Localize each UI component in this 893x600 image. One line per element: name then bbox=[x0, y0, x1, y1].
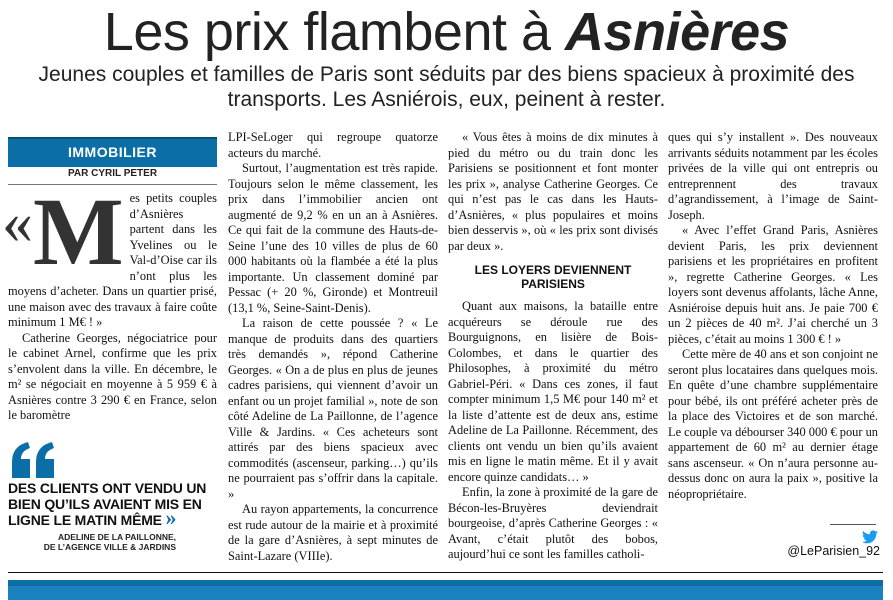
twitter-icon bbox=[862, 530, 878, 544]
paragraph: es petits couples d’Asnières partent dans les Yvelines ou le Val-d’Oise car ils n’ont plus les moyens d’acheter. Dans un quartier prisé, une maison avec des travaux à faire coûte minimum 1 M€ ! » bbox=[8, 191, 217, 329]
paragraph: « Avec l’effet Grand Paris, Asnières devient Paris, les prix deviennent parisiens et les propriétaires en profitent », regrette Catherine Georges. « Les loyers sont devenus affolants, lâche Anne, Asniéroise depuis huit ans. Je paie 700 € un 2 pièces de 40 m². J’ai cherché un 3 pièces, c’était au moins 1 300 € ! » bbox=[668, 223, 878, 346]
drop-cap bbox=[2, 178, 124, 285]
paragraph: Surtout, l’augmentation est très rapide. Toujours selon le même classement, les prix dans l’immobilier ancien ont augmenté de 9,2 % en un an à Asnières. Ce qui fait de la commune des Hauts-de-Seine l’une des 10 villes de plus de 60 000 habitants où la flambée a été la plus importante. Un classement dominé par Pessac (+ 20 %, Gironde) et Montreuil (13,1 %, Seine-Saint-Denis). bbox=[228, 161, 438, 315]
footer-divider bbox=[8, 572, 883, 573]
paragraph: ques qui s’y installent ». Des nouveaux arrivants séduits notamment par les écoles privées de la ville qui ont entrepris ou entreprennent des travaux d’agrandissement, à l’image de Saint-Joseph. bbox=[668, 130, 878, 222]
paragraph: Enfin, la zone à proximité de la gare de Bécon-les-Bruyères deviendrait bourgeoise, d’après Catherine Georges : « Avant, c’était plutôt des bobos, aujourd’hui ce sont les familles catholi- bbox=[448, 485, 658, 561]
pull-quote-close: » bbox=[165, 505, 177, 530]
paragraph: LPI-SeLoger qui regroupe quatorze acteurs du marché. bbox=[228, 130, 438, 160]
quote-icon bbox=[10, 440, 58, 480]
footer-band-inner bbox=[8, 586, 883, 600]
drop-cap-letter: M bbox=[33, 178, 124, 285]
twitter-divider bbox=[830, 524, 876, 525]
paragraph: Cette mère de 40 ans et son conjoint ne seront plus locataires dans quelques mois. En quête d’une chambre supplémentaire pour bébé, ils ont préféré acheter près de la place des Victoires et de son marché. Le couple va débourser 340 000 € pour un appartement de 60 m² au dernier étage sans ascenseur. « On n’aura personne au-dessus donc on aura la paix », positive la néopropriétaire. bbox=[668, 347, 878, 501]
drop-cap-quote: « bbox=[2, 189, 33, 257]
column-2 bbox=[228, 130, 438, 564]
attribution-agency: DE L’AGENCE VILLE & JARDINS bbox=[43, 542, 176, 552]
column-4 bbox=[668, 130, 878, 502]
headline-prefix: Les prix flambent à bbox=[103, 2, 551, 62]
pull-quote bbox=[8, 480, 217, 528]
paragraph: Catherine Georges, négociatrice pour le cabinet Arnel, confirme que les prix s’envolent dans la ville. En décembre, le m² se négociait en moyenne à 5 959 € à Asnières contre 3 290 € en France, selon le baromètre bbox=[8, 330, 217, 422]
paragraph: « Vous êtes à moins de dix minutes à pied du métro ou du train donc les Parisiens se positionnent et font monter les prix », analyse Catherine Georges. Ce qui n’est pas le cas dans les Hauts-d’Asnières, « plus populaires et moins bien desservis », où « les prix sont divisés par deux ». bbox=[448, 130, 658, 253]
subheading: LES LOYERS DEVIENNENT PARISIENS bbox=[474, 263, 632, 291]
headline bbox=[0, 2, 893, 62]
twitter-handle[interactable] bbox=[770, 530, 880, 558]
pull-quote-text: DES CLIENTS ONT VENDU UN BIEN QU’ILS AVAIENT MIS EN LIGNE LE MATIN MÊME bbox=[8, 480, 207, 528]
paragraph: Quant aux maisons, la bataille entre acquéreurs se déroule rue des Bourguignons, en lisière de Bois-Colombes, et dans le quartier des Philosophes, à proximité du métro Gabriel-Péri. « Dans ces zones, il faut compter minimum 1,5 M€ pour 140 m² et la liste d’attente est de deux ans, estime Adeline de La Paillonne. Récemment, des clients ont vendu un bien qu’ils avaient mis en ligne le matin même. Et il y avait encore quinze candidats… » bbox=[448, 299, 658, 484]
twitter-handle-text: @LeParisien_92 bbox=[787, 544, 880, 558]
column-1 bbox=[2, 178, 217, 424]
paragraph: Au rayon appartements, la concurrence est rude autour de la mairie et à proximité de la gare d’Asnières, à sept minutes de Saint-Lazare (VIIIe). bbox=[228, 502, 438, 563]
section-kicker: IMMOBILIER bbox=[8, 137, 217, 167]
standfirst: Jeunes couples et familles de Paris sont séduits par des biens spacieux à proximité des transports. Les Asniérois, eux, peinent à rester. bbox=[38, 63, 855, 111]
byline: PAR CYRIL PETER bbox=[67, 168, 158, 179]
column-3 bbox=[448, 130, 658, 563]
attribution-name: ADELINE DE LA PAILLONNE, bbox=[57, 532, 176, 542]
pull-quote-attribution bbox=[8, 532, 176, 552]
headline-place: Asnières bbox=[565, 2, 790, 62]
paragraph: La raison de cette poussée ? « Le manque de produits dans des quartiers très demandés », répond Catherine Georges. « On a de plus en plus de jeunes cadres parisiens, qui viennent d’avoir un enfant ou un projet familial », note de son côté Adeline de La Paillonne, de l’agence Ville & Jardins. « Ces acheteurs sont attirés par des biens spacieux avec commodités (ascenseur, parking…) qu’ils ne pourraient pas s’offrir dans la capitale. » bbox=[228, 316, 438, 501]
